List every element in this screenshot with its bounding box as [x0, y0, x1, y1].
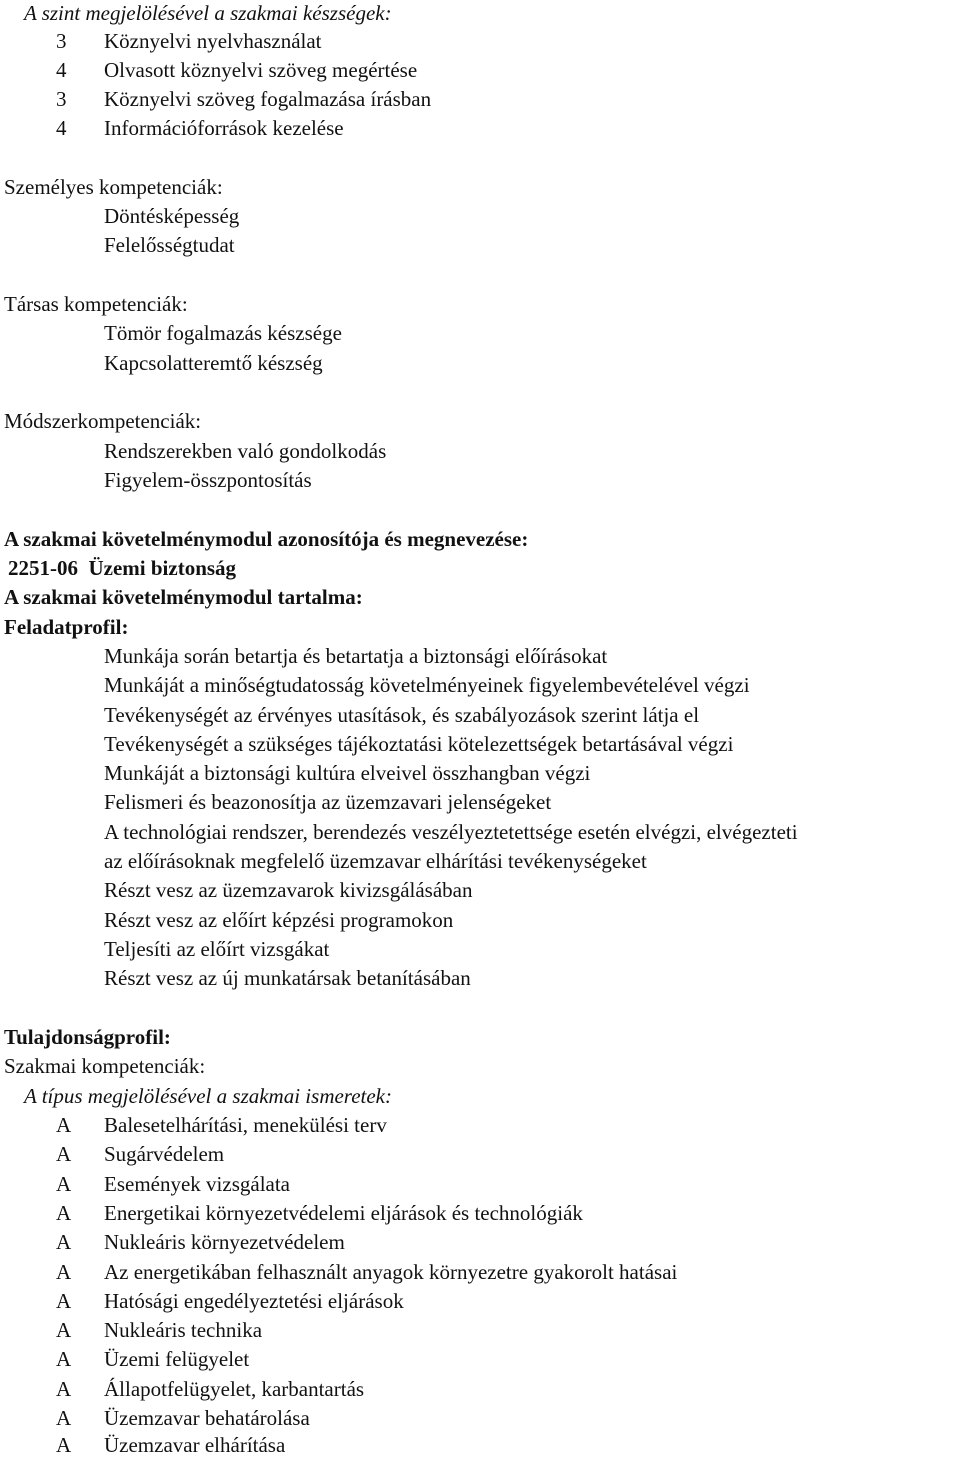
list-item: Rendszerekben való gondolkodás	[104, 439, 387, 463]
task-item: Részt vesz az előírt képzési programokon	[104, 908, 454, 932]
skill-row	[56, 86, 432, 112]
skills-heading: A szint megjelölésével a szakmai készségek:	[24, 1, 392, 25]
knowledge-text: Állapotfelügyelet, karbantartás	[104, 1377, 365, 1401]
professional-competencies-heading: Szakmai kompetenciák:	[4, 1054, 206, 1078]
knowledge-row	[56, 1405, 310, 1431]
skill-text: Köznyelvi nyelvhasználat	[104, 29, 322, 53]
knowledge-row	[56, 1432, 286, 1458]
task-item: Munkáját a minőségtudatosság követelményeinek figyelembevételével végzi	[104, 673, 750, 697]
knowledge-text: Események vizsgálata	[104, 1172, 291, 1196]
task-item: az előírásoknak megfelelő üzemzavar elhárítási tevékenységeket	[104, 849, 647, 873]
skill-row	[56, 57, 418, 83]
knowledge-text: Üzemzavar behatárolása	[104, 1406, 310, 1430]
knowledge-row	[56, 1141, 225, 1167]
knowledge-row	[56, 1200, 583, 1226]
personal-competencies-heading: Személyes kompetenciák:	[4, 175, 223, 199]
list-item: Felelősségtudat	[104, 233, 235, 257]
knowledge-text: Energetikai környezetvédelemi eljárások és technológiák	[104, 1201, 583, 1225]
task-item: Tevékenységét a szükséges tájékoztatási kötelezettségek betartásával végzi	[104, 732, 734, 756]
knowledge-type: A	[56, 1289, 72, 1313]
skill-level: 4	[56, 116, 67, 140]
module-content-heading: A szakmai követelménymodul tartalma:	[4, 585, 363, 609]
knowledge-type: A	[56, 1377, 72, 1401]
knowledge-text: Balesetelhárítási, menekülési terv	[104, 1113, 387, 1137]
knowledge-heading: A típus megjelölésével a szakmai ismeretek:	[24, 1084, 392, 1108]
knowledge-type: A	[56, 1406, 72, 1430]
knowledge-type: A	[56, 1113, 72, 1137]
module-id-heading: A szakmai követelménymodul azonosítója és megnevezése:	[4, 527, 529, 551]
knowledge-type: A	[56, 1201, 72, 1225]
knowledge-text: Az energetikában felhasznált anyagok környezetre gyakorolt hatásai	[104, 1260, 678, 1284]
list-item: Figyelem-összpontosítás	[104, 468, 312, 492]
task-item: Részt vesz az üzemzavarok kivizsgálásában	[104, 878, 473, 902]
skill-row	[56, 115, 344, 141]
knowledge-type: A	[56, 1347, 72, 1371]
task-item: Tevékenységét az érvényes utasítások, és szabályozások szerint látja el	[104, 703, 700, 727]
skill-text: Köznyelvi szöveg fogalmazása írásban	[104, 87, 432, 111]
social-competencies-heading: Társas kompetenciák:	[4, 292, 188, 316]
task-item: Munkája során betartja és betartatja a biztonsági előírásokat	[104, 644, 608, 668]
task-item: A technológiai rendszer, berendezés veszélyeztetettsége esetén elvégzi, elvégezteti	[104, 820, 798, 844]
knowledge-row	[56, 1259, 678, 1285]
method-competencies-heading: Módszerkompetenciák:	[4, 409, 202, 433]
knowledge-row	[56, 1112, 387, 1138]
knowledge-row	[56, 1317, 263, 1343]
knowledge-row	[56, 1346, 250, 1372]
list-item: Tömör fogalmazás készsége	[104, 321, 342, 345]
list-item: Döntésképesség	[104, 204, 240, 228]
knowledge-text: Nukleáris technika	[104, 1318, 263, 1342]
task-profile-heading: Feladatprofil:	[4, 615, 129, 639]
task-item: Munkáját a biztonsági kultúra elveivel összhangban végzi	[104, 761, 591, 785]
knowledge-text: Üzemi felügyelet	[104, 1347, 250, 1371]
skill-text: Olvasott köznyelvi szöveg megértése	[104, 58, 418, 82]
skill-level: 3	[56, 87, 67, 111]
task-item: Teljesíti az előírt vizsgákat	[104, 937, 330, 961]
knowledge-type: A	[56, 1142, 72, 1166]
list-item: Kapcsolatteremtő készség	[104, 351, 323, 375]
knowledge-type: A	[56, 1230, 72, 1254]
knowledge-type: A	[56, 1260, 72, 1284]
knowledge-row	[56, 1229, 345, 1255]
knowledge-type: A	[56, 1172, 72, 1196]
knowledge-type: A	[56, 1318, 72, 1342]
knowledge-text: Nukleáris környezetvédelem	[104, 1230, 345, 1254]
skill-level: 4	[56, 58, 67, 82]
skill-level: 3	[56, 29, 67, 53]
knowledge-text: Hatósági engedélyeztetési eljárások	[104, 1289, 404, 1313]
task-item: Részt vesz az új munkatársak betanításában	[104, 966, 471, 990]
knowledge-row	[56, 1288, 404, 1314]
knowledge-row	[56, 1171, 291, 1197]
knowledge-text: Sugárvédelem	[104, 1142, 225, 1166]
task-item: Felismeri és beazonosítja az üzemzavari jelenségeket	[104, 790, 552, 814]
property-profile-heading: Tulajdonságprofil:	[4, 1025, 171, 1049]
skill-row	[56, 28, 322, 54]
knowledge-row	[56, 1376, 365, 1402]
knowledge-type: A	[56, 1433, 72, 1457]
skill-text: Információforrások kezelése	[104, 116, 344, 140]
knowledge-text: Üzemzavar elhárítása	[104, 1433, 286, 1457]
module-id-name: 2251-06 Üzemi biztonság	[8, 556, 237, 580]
